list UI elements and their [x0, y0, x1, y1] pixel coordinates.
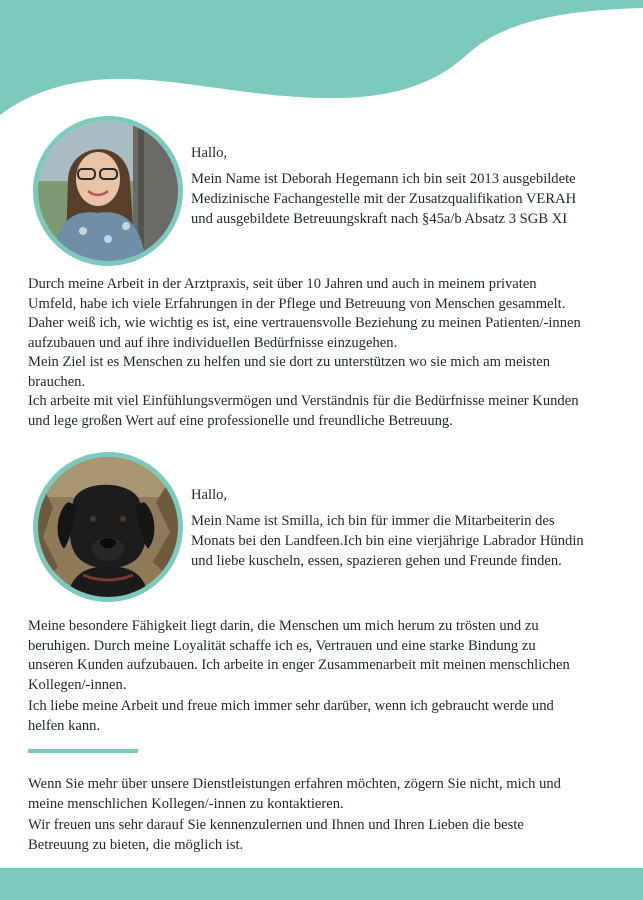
smilla-dog-image — [38, 457, 178, 597]
section-divider — [28, 749, 138, 753]
smilla-intro-line: Monats bei den Landfeen.Ich bin eine vierjährige Labrador Hündin — [191, 533, 584, 549]
deborah-body-line: Ich arbeite mit viel Einfühlungsvermögen und Verständnis für die Bedürfnisse meiner Kunden — [28, 393, 579, 409]
smilla-intro — [191, 485, 621, 571]
smilla-body-2 — [28, 697, 628, 736]
closing-line: meine menschlichen Kollegen/-innen zu kontaktieren. — [28, 795, 344, 812]
smilla-photo — [33, 452, 183, 602]
footer-band — [0, 868, 643, 900]
closing-text — [28, 775, 628, 855]
header-wave — [0, 0, 643, 135]
deborah-body-line: Mein Ziel ist es Menschen zu helfen und sie dort zu unterstützen wo sie mich am meisten — [28, 354, 550, 370]
deborah-photo — [33, 116, 183, 266]
deborah-greeting: Hallo, — [191, 145, 228, 161]
smilla-body-line: unseren Kunden aufzubauen. Ich arbeite in enger Zusammenarbeit mit meinen menschlichen — [28, 657, 570, 673]
deborah-portrait-image — [38, 121, 178, 261]
deborah-body-line: brauchen. — [28, 373, 86, 390]
deborah-intro-line: Mein Name ist Deborah Hegemann ich bin seit 2013 ausgebildete — [191, 171, 576, 187]
deborah-body — [28, 275, 628, 431]
deborah-body-line: und lege großen Wert auf eine professionelle und freundliche Betreuung. — [28, 412, 453, 429]
deborah-body-line: aufzubauen und auf ihre individuellen Bedürfnisse einzugehen. — [28, 334, 398, 351]
closing-line: Betreuung zu bieten, die möglich ist. — [28, 836, 244, 853]
deborah-body-line: Umfeld, habe ich viele Erfahrungen in der Pflege und Betreuung von Menschen gesammelt. — [28, 295, 566, 312]
smilla-body-line: Ich liebe meine Arbeit und freue mich immer sehr darüber, wenn ich gebraucht werde und — [28, 698, 554, 714]
deborah-body-line: Daher weiß ich, wie wichtig es ist, eine vertrauensvolle Beziehung zu meinen Patienten/-innen — [28, 315, 581, 331]
closing-line: Wenn Sie mehr über unsere Dienstleistungen erfahren möchten, zögern Sie nicht, mich und — [28, 776, 561, 792]
smilla-intro-line: Mein Name ist Smilla, ich bin für immer die Mitarbeiterin des — [191, 513, 555, 529]
smilla-greeting: Hallo, — [191, 487, 228, 503]
smilla-body-line: Meine besondere Fähigkeit liegt darin, die Menschen um mich herum zu trösten und zu — [28, 618, 539, 634]
smilla-body-line: helfen kann. — [28, 717, 101, 734]
deborah-body-line: Durch meine Arbeit in der Arztpraxis, seit über 10 Jahren und auch in meinem privaten — [28, 276, 537, 292]
smilla-body-line: Kollegen/-innen. — [28, 676, 127, 693]
deborah-intro-line: Medizinische Fachangestelle mit der Zusatzqualifikation VERAH — [191, 191, 577, 207]
deborah-intro — [191, 143, 611, 229]
smilla-body-line: beruhigen. Durch meine Loyalität schaffe ich es, Vertrauen und eine starke Bindung zu — [28, 637, 536, 654]
closing-line: Wir freuen uns sehr darauf Sie kennenzulernen und Ihnen und Ihren Lieben die beste — [28, 817, 524, 833]
smilla-intro-line: und liebe kuscheln, essen, spazieren gehen und Freunde finden. — [191, 553, 562, 569]
deborah-intro-line: und ausgebildete Betreuungskraft nach §45a/b Absatz 3 SGB XI — [191, 211, 568, 227]
smilla-body — [28, 617, 628, 695]
